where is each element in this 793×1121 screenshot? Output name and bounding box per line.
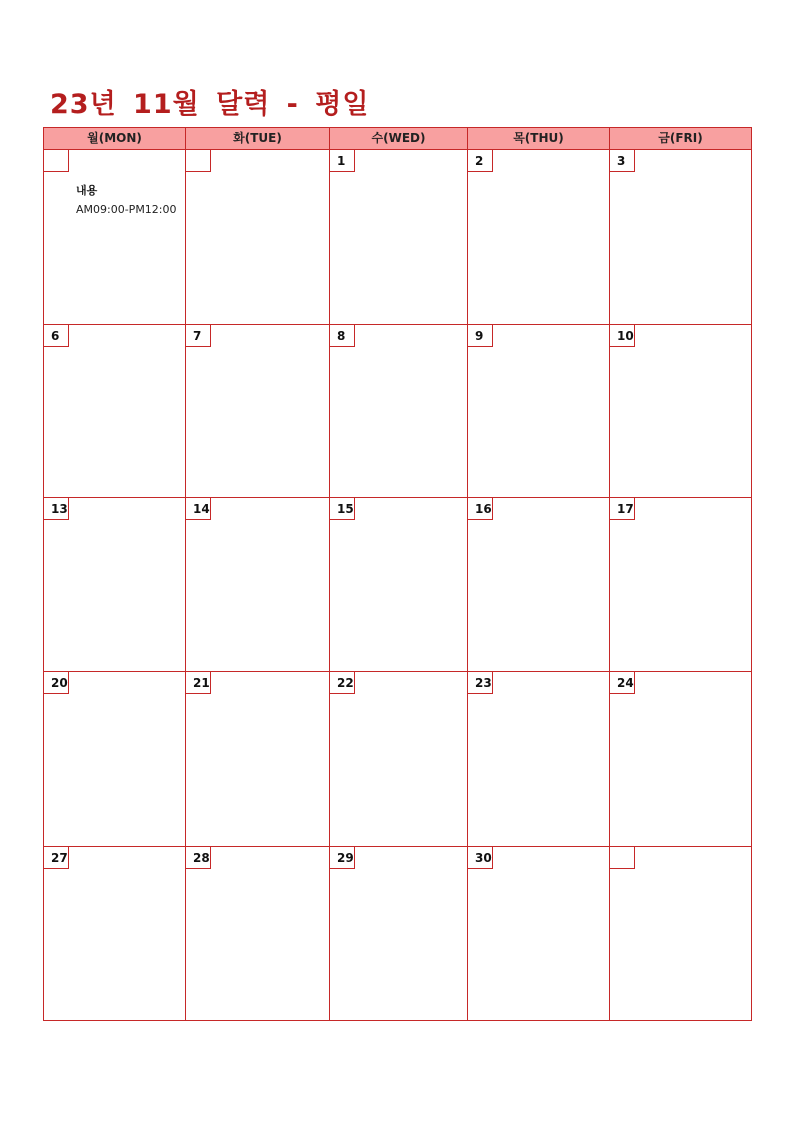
day-cell[interactable] xyxy=(468,325,610,498)
day-cell[interactable] xyxy=(330,498,468,672)
day-number: 22 xyxy=(330,672,355,694)
day-number: 1 xyxy=(330,150,355,172)
day-number: 6 xyxy=(44,325,69,347)
page-title: 23년 11월 달력 - 평일 xyxy=(50,89,370,120)
day-cell[interactable] xyxy=(610,847,751,1020)
weekday-header-wed: 수(WED) xyxy=(330,128,468,150)
day-cell[interactable] xyxy=(44,847,186,1020)
weekday-header-tue: 화(TUE) xyxy=(186,128,330,150)
day-cell[interactable] xyxy=(186,498,330,672)
day-cell[interactable] xyxy=(468,498,610,672)
day-number: 9 xyxy=(468,325,493,347)
calendar-grid xyxy=(43,127,752,1021)
day-cell[interactable] xyxy=(610,498,751,672)
weekday-header-fri: 금(FRI) xyxy=(610,128,751,150)
day-number xyxy=(610,847,635,869)
day-cell[interactable] xyxy=(44,325,186,498)
day-cell[interactable] xyxy=(468,847,610,1020)
day-number: 24 xyxy=(610,672,635,694)
day-number xyxy=(44,150,69,172)
day-cell[interactable] xyxy=(610,325,751,498)
day-cell[interactable] xyxy=(330,847,468,1020)
day-cell[interactable] xyxy=(44,150,186,325)
day-number: 10 xyxy=(610,325,635,347)
day-cell[interactable] xyxy=(44,672,186,847)
day-number: 14 xyxy=(186,498,211,520)
day-number: 17 xyxy=(610,498,635,520)
day-number: 20 xyxy=(44,672,69,694)
day-cell[interactable] xyxy=(330,672,468,847)
day-cell[interactable] xyxy=(44,498,186,672)
day-cell[interactable] xyxy=(468,150,610,325)
day-cell[interactable] xyxy=(330,325,468,498)
day-number: 16 xyxy=(468,498,493,520)
day-number: 7 xyxy=(186,325,211,347)
day-number: 8 xyxy=(330,325,355,347)
day-cell[interactable] xyxy=(468,672,610,847)
day-number: 27 xyxy=(44,847,69,869)
event-title: 내용 xyxy=(76,184,98,197)
day-number xyxy=(186,150,211,172)
day-cell[interactable] xyxy=(186,847,330,1020)
day-number: 3 xyxy=(610,150,635,172)
weekday-header-mon: 월(MON) xyxy=(44,128,186,150)
day-cell[interactable] xyxy=(330,150,468,325)
day-number: 23 xyxy=(468,672,493,694)
day-cell[interactable] xyxy=(610,672,751,847)
day-number: 29 xyxy=(330,847,355,869)
day-number: 30 xyxy=(468,847,493,869)
event-time: AM09:00-PM12:00 xyxy=(76,203,177,216)
day-number: 21 xyxy=(186,672,211,694)
day-cell[interactable] xyxy=(186,672,330,847)
day-cell[interactable] xyxy=(186,325,330,498)
day-number: 13 xyxy=(44,498,69,520)
weekday-header-thu: 목(THU) xyxy=(468,128,610,150)
day-number: 28 xyxy=(186,847,211,869)
day-number: 2 xyxy=(468,150,493,172)
day-cell[interactable] xyxy=(186,150,330,325)
day-number: 15 xyxy=(330,498,355,520)
day-cell[interactable] xyxy=(610,150,751,325)
